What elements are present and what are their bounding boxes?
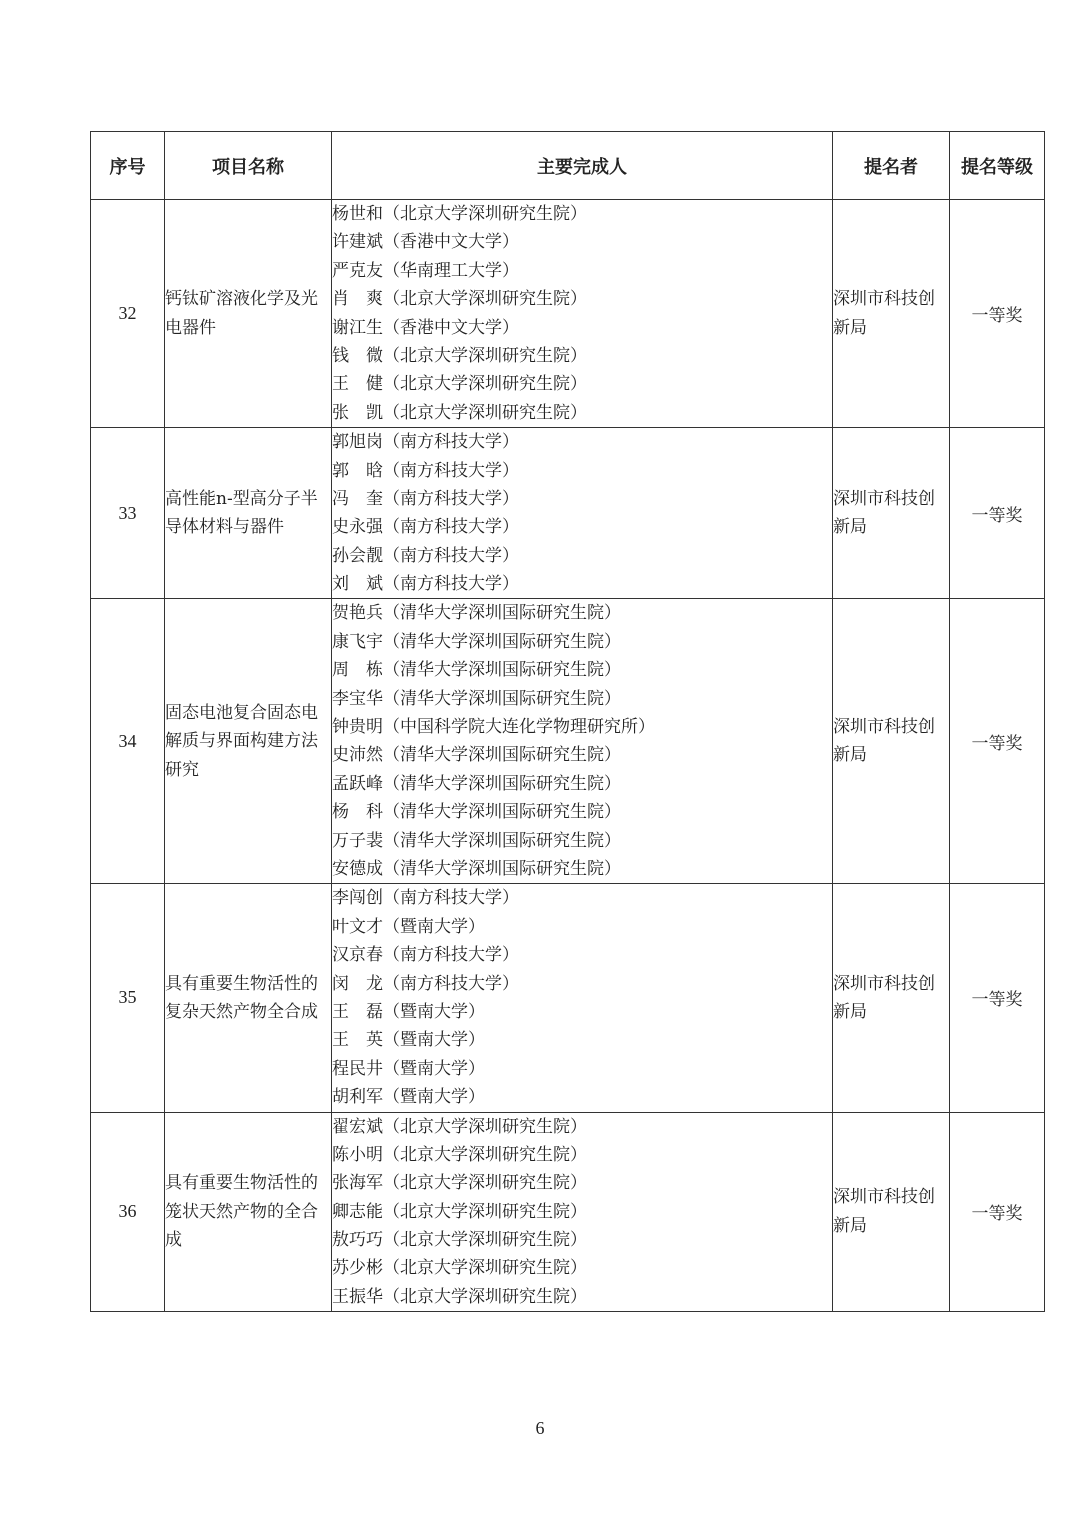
- award-level: 一等奖: [950, 1112, 1045, 1312]
- table-row: [91, 200, 1045, 428]
- contributor-item: 苏少彬（北京大学深圳研究生院）: [332, 1258, 587, 1279]
- contributor-item: 叶文才（暨南大学）: [332, 916, 485, 937]
- contributor-item: 郭旭岗（南方科技大学）: [332, 432, 519, 453]
- header-project-name: 项目名称: [165, 132, 332, 200]
- award-level: 一等奖: [950, 428, 1045, 599]
- contributor-item: 贺艳兵（清华大学深圳国际研究生院）: [332, 603, 621, 624]
- contributor-item: 卿志能（北京大学深圳研究生院）: [332, 1201, 587, 1222]
- project-name: 钙钛矿溶液化学及光电器件: [165, 200, 332, 428]
- table-row: [91, 599, 1045, 884]
- nominator: 深圳市科技创新局: [833, 428, 950, 599]
- nominator: 深圳市科技创新局: [833, 200, 950, 428]
- project-name: 具有重要生物活性的笼状天然产物的全合成: [165, 1112, 332, 1312]
- contributor-item: 杨世和（北京大学深圳研究生院）: [332, 204, 587, 224]
- contributor-item: 翟宏斌（北京大学深圳研究生院）: [332, 1116, 587, 1137]
- contributor-item: 王振华（北京大学深圳研究生院）: [332, 1286, 587, 1307]
- contributor-item: 康飞宇（清华大学深圳国际研究生院）: [332, 631, 621, 652]
- contributors-list: [332, 428, 833, 599]
- contributor-item: 程民井（暨南大学）: [332, 1058, 485, 1079]
- table-row: [91, 884, 1045, 1112]
- awards-table: [90, 131, 1045, 1312]
- contributor-item: 闵 龙（南方科技大学）: [332, 973, 519, 994]
- award-level: 一等奖: [950, 884, 1045, 1112]
- contributor-item: 王 健（北京大学深圳研究生院）: [332, 374, 587, 395]
- contributors-list: [332, 200, 833, 428]
- contributor-item: 张 凯（北京大学深圳研究生院）: [332, 402, 587, 423]
- row-number: 34: [91, 599, 165, 884]
- header-main-contributors: 主要完成人: [332, 132, 833, 200]
- contributor-item: 王 英（暨南大学）: [332, 1030, 485, 1051]
- contributor-item: 史永强（南方科技大学）: [332, 517, 519, 538]
- contributor-item: 汉京春（南方科技大学）: [332, 945, 519, 966]
- table-header-row: [91, 132, 1045, 200]
- table-body: [91, 200, 1045, 1312]
- contributor-item: 谢江生（香港中文大学）: [332, 317, 519, 338]
- row-number: 32: [91, 200, 165, 428]
- row-number: 33: [91, 428, 165, 599]
- project-name: 固态电池复合固态电解质与界面构建方法研究: [165, 599, 332, 884]
- contributor-item: 孟跃峰（清华大学深圳国际研究生院）: [332, 773, 621, 794]
- row-number: 36: [91, 1112, 165, 1312]
- contributor-item: 周 栋（清华大学深圳国际研究生院）: [332, 660, 621, 681]
- contributor-item: 冯 奎（南方科技大学）: [332, 488, 519, 509]
- contributor-item: 钟贵明（中国科学院大连化学物理研究所）: [332, 717, 655, 738]
- contributors-list: [332, 599, 833, 884]
- contributor-item: 肖 爽（北京大学深圳研究生院）: [332, 289, 587, 310]
- contributor-item: 刘 斌（南方科技大学）: [332, 574, 519, 595]
- contributor-item: 郭 晗（南方科技大学）: [332, 460, 519, 481]
- header-number: 序号: [91, 132, 165, 200]
- contributor-item: 史沛然（清华大学深圳国际研究生院）: [332, 745, 621, 766]
- contributor-item: 王 磊（暨南大学）: [332, 1001, 485, 1022]
- award-level: 一等奖: [950, 200, 1045, 428]
- contributor-item: 万子裴（清华大学深圳国际研究生院）: [332, 830, 621, 851]
- contributor-item: 李宝华（清华大学深圳国际研究生院）: [332, 688, 621, 709]
- contributor-item: 陈小明（北京大学深圳研究生院）: [332, 1144, 587, 1165]
- contributor-item: 李闯创（南方科技大学）: [332, 888, 519, 909]
- contributor-item: 敖巧巧（北京大学深圳研究生院）: [332, 1230, 587, 1251]
- contributor-item: 钱 微（北京大学深圳研究生院）: [332, 345, 587, 366]
- project-name: 具有重要生物活性的复杂天然产物全合成: [165, 884, 332, 1112]
- contributor-item: 许建斌（香港中文大学）: [332, 232, 519, 253]
- row-number: 35: [91, 884, 165, 1112]
- project-name: 高性能n-型高分子半导体材料与器件: [165, 428, 332, 599]
- contributor-item: 孙会靓（南方科技大学）: [332, 545, 519, 566]
- contributors-list: [332, 1112, 833, 1312]
- page-number: 6: [535, 1418, 545, 1438]
- contributor-item: 胡利军（暨南大学）: [332, 1087, 485, 1108]
- nominator: 深圳市科技创新局: [833, 884, 950, 1112]
- contributor-item: 杨 科（清华大学深圳国际研究生院）: [332, 802, 621, 823]
- nominator: 深圳市科技创新局: [833, 1112, 950, 1312]
- nominator: 深圳市科技创新局: [833, 599, 950, 884]
- header-award-level: 提名等级: [950, 132, 1045, 200]
- contributors-list: [332, 884, 833, 1112]
- contributor-item: 严克友（华南理工大学）: [332, 260, 519, 281]
- table-row: [91, 1112, 1045, 1312]
- table-row: [91, 428, 1045, 599]
- contributor-item: 安德成（清华大学深圳国际研究生院）: [332, 858, 621, 879]
- header-nominator: 提名者: [833, 132, 950, 200]
- award-level: 一等奖: [950, 599, 1045, 884]
- contributor-item: 张海军（北京大学深圳研究生院）: [332, 1173, 587, 1194]
